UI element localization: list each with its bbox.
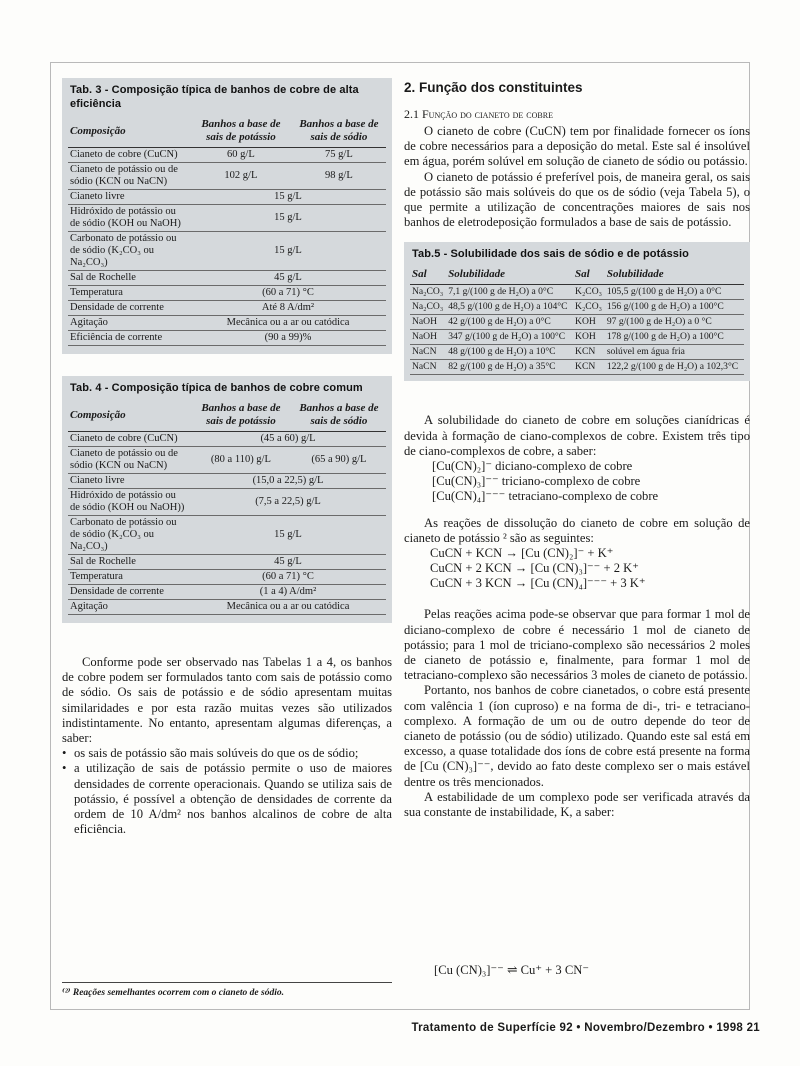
table-cell: K₂CO₃ — [573, 300, 605, 315]
paragraph: O cianeto de potássio é preferível pois, de maneira geral, os sais de potássio são mais solúveis do que os de sódio (veja Tabela 5), o que permite a utilização de concentrações maiores de sais nos banhos de eletrodeposição formulados a base de sais de potássio. — [404, 169, 750, 230]
table-cell: KCN — [573, 345, 605, 360]
table-header: Solubilidade — [446, 267, 573, 285]
table-cell: Mecânica ou a ar ou catódica — [190, 316, 386, 331]
table-cell: KCN — [573, 360, 605, 375]
table-cell: (45 a 60) g/L — [190, 432, 386, 447]
table-cell: Cianeto de potássio ou de sódio (KCN ou NaCN) — [68, 163, 190, 190]
table-cell: (7,5 a 22,5) g/L — [190, 489, 386, 516]
table-cell: 82 g/(100 g de H₂O) a 35°C — [446, 360, 573, 375]
page-footer: Tratamento de Superfície 92 • Novembro/Dezembro • 1998 21 — [411, 1022, 760, 1034]
table-cell: 178 g/(100 g de H₂O) a 100°C — [605, 330, 744, 345]
table-header: Composição — [68, 401, 190, 432]
table-4-grid — [68, 401, 386, 615]
reaction-equation: CuCN + 3 KCN → [Cu (CN)₄]⁻⁻⁻ + 3 K⁺ — [430, 576, 646, 591]
paragraph: A solubilidade do cianeto de cobre em soluções cianídricas é devida à formação de ciano-complexos de cobre. Existem três tipo de ciano-complexos de cobre, a saber: — [404, 413, 750, 458]
table-cell: 156 g/(100 g de H₂O) a 100°C — [605, 300, 744, 315]
table-4-title: Tab. 4 - Composição típica de banhos de cobre comum — [70, 382, 363, 394]
table-cell: 347 g/(100 g de H₂O) a 100°C — [446, 330, 573, 345]
table-cell: 98 g/L — [292, 163, 386, 190]
table-header: Banhos a base de sais de potássio — [190, 401, 292, 432]
paragraph: Portanto, nos banhos de cobre cianetados, o cobre está presente com valência 1 (íon cuproso) e na forma de di-, tri- e tetraciano-complexo. A formação de um ou de outro depende do teor de cianeto de potássio (ou de sódio) utilizado. Quando este sal está em excesso, a quase totalidade dos íons de cobre está presente na forma de [Cu (CN)₃]⁻⁻, devido ao fato deste complexo ser o mais estável dentre os três mencionados. — [404, 683, 750, 789]
table-cell: 48,5 g/(100 g de H₂O) a 104°C — [446, 300, 573, 315]
table-cell: 48 g/(100 g de H₂O) a 10°C — [446, 345, 573, 360]
paragraph: O cianeto de cobre (CuCN) tem por finalidade fornecer os íons de cobre necessários para a deposição do metal. Este sal é insolúvel em água, porém solúvel em solução de cianeto de sódio ou potássio. — [404, 124, 750, 169]
right-body-text — [404, 413, 750, 820]
table-cell: Agitação — [68, 600, 190, 615]
table-cell: Agitação — [68, 316, 190, 331]
table-cell: 122,2 g/(100 g de H₂O) a 102,3°C — [605, 360, 744, 375]
table-cell: Cianeto de cobre (CuCN) — [68, 148, 190, 163]
subsection-title: 2.1 Função do cianeto de cobre — [404, 107, 553, 121]
table-cell: (60 a 71) °C — [190, 286, 386, 301]
table-cell: KOH — [573, 330, 605, 345]
table-cell: Hidróxido de potássio ou de sódio (KOH ou NaOH) — [68, 205, 190, 232]
complex-formula: [Cu(CN)₂]⁻ diciano-complexo de cobre — [432, 459, 633, 474]
table-cell: NaOH — [410, 315, 446, 330]
table-cell: KOH — [573, 315, 605, 330]
table-cell: solúvel em água fria — [605, 345, 744, 360]
table-cell: Sal de Rochelle — [68, 555, 190, 570]
table-cell: Na₂CO₃ — [410, 285, 446, 300]
paragraph: As reações de dissolução do cianeto de cobre em solução de cianeto de potássio ² são as seguintes: — [404, 516, 750, 546]
instability-equation: [Cu (CN)₃]⁻⁻ ⇌ Cu⁺ + 3 CN⁻ — [434, 963, 589, 977]
bullet-list — [62, 746, 392, 837]
table-5-grid — [410, 267, 744, 375]
table-cell: Carbonato de potássio ou de sódio (K₂CO₃ ou Na₂CO₃) — [68, 232, 190, 271]
table-cell: Cianeto livre — [68, 190, 190, 205]
table-cell: Temperatura — [68, 286, 190, 301]
list-item: • a utilização de sais de potássio permite o uso de maiores densidades de corrente operacionais. Quando se utiliza sais de potássio, é possível a obtenção de densidades de corrente da ordem de 10 A/dm² nos banhos alcalinos de cobre de alta eficiência. — [62, 761, 392, 837]
table-header: Composição — [68, 117, 190, 148]
table-cell: Densidade de corrente — [68, 585, 190, 600]
section-title: 2. Função dos constituintes — [404, 80, 583, 95]
table-header: Banhos a base de sais de sódio — [292, 401, 386, 432]
table-cell: (60 a 71) °C — [190, 570, 386, 585]
table-cell: (65 a 90) g/L — [292, 447, 386, 474]
table-cell: NaOH — [410, 330, 446, 345]
table-3-grid — [68, 117, 386, 346]
table-cell: Cianeto de cobre (CuCN) — [68, 432, 190, 447]
table-cell: NaCN — [410, 345, 446, 360]
table-cell: Mecânica ou a ar ou catódica — [190, 600, 386, 615]
table-cell: (1 a 4) A/dm² — [190, 585, 386, 600]
table-cell: (15,0 a 22,5) g/L — [190, 474, 386, 489]
table-cell: (80 a 110) g/L — [190, 447, 292, 474]
list-item: • os sais de potássio são mais solúveis do que os de sódio; — [62, 746, 392, 761]
table-3-title: Tab. 3 - Composição típica de banhos de cobre de alta eficiência — [70, 84, 359, 110]
complex-formula: [Cu(CN)₄]⁻⁻⁻ tetraciano-complexo de cobre — [432, 489, 659, 504]
table-cell: Até 8 A/dm² — [190, 301, 386, 316]
left-column — [62, 78, 392, 837]
table-cell: 45 g/L — [190, 555, 386, 570]
table-cell: 60 g/L — [190, 148, 292, 163]
table-cell: NaCN — [410, 360, 446, 375]
table-cell: 75 g/L — [292, 148, 386, 163]
table-cell: 42 g/(100 g de H₂O) a 0°C — [446, 315, 573, 330]
right-column — [404, 78, 750, 820]
reaction-equation: CuCN + KCN → [Cu (CN)₂]⁻ + K⁺ — [430, 546, 614, 561]
paragraph: Pelas reações acima pode-se observar que para formar 1 mol de diciano-complexo de cobre é necessário 1 mol de cianeto de potássio; para 1 mol de triciano-complexo são necessários 2 moles de cianeto de potássio e, finalmente, para formar 1 mol de tetraciano-complexo são necessários 3 moles de cianeto de potássio. — [404, 607, 750, 683]
table-cell: 7,1 g/(100 g de H₂O) a 0°C — [446, 285, 573, 300]
table-cell: Eficiência de corrente — [68, 331, 190, 346]
table-cell: 45 g/L — [190, 271, 386, 286]
table-header: Banhos a base de sais de sódio — [292, 117, 386, 148]
table-cell: 15 g/L — [190, 516, 386, 555]
table-header: Sal — [410, 267, 446, 285]
table-cell: 97 g/(100 g de H₂O) a 0 °C — [605, 315, 744, 330]
table-cell: (90 a 99)% — [190, 331, 386, 346]
table-cell: K₂CO₃ — [573, 285, 605, 300]
reaction-equation: CuCN + 2 KCN → [Cu (CN)₃]⁻⁻ + 2 K⁺ — [430, 561, 639, 576]
left-body-text — [62, 655, 392, 837]
paragraph: A estabilidade de um complexo pode ser verificada através da sua constante de instabilidade, K, a saber: — [404, 789, 750, 820]
table-header: Banhos a base de sais de potássio — [190, 117, 292, 148]
table-cell: 15 g/L — [190, 232, 386, 271]
complex-formula: [Cu(CN)₃]⁻⁻ triciano-complexo de cobre — [432, 474, 641, 489]
table-cell: 105,5 g/(100 g de H₂O) a 0°C — [605, 285, 744, 300]
table-3 — [62, 78, 392, 354]
table-cell: Temperatura — [68, 570, 190, 585]
table-4 — [62, 376, 392, 623]
table-cell: Sal de Rochelle — [68, 271, 190, 286]
table-cell: Cianeto livre — [68, 474, 190, 489]
table-cell: Cianeto de potássio ou de sódio (KCN ou NaCN) — [68, 447, 190, 474]
table-5 — [404, 242, 750, 381]
table-cell: Carbonato de potássio ou de sódio (K₂CO₃ ou Na₂CO₃) — [68, 516, 190, 555]
paragraph: Conforme pode ser observado nas Tabelas 1 a 4, os banhos de cobre podem ser formulados tanto com sais de potássio como de sódio. Os sais de potássio e de sódio apresentam muitas similaridades e por esta razão muitas vezes são utilizados indistintamente. No entanto, apresentam algumas diferenças, a saber: — [62, 655, 392, 746]
table-header: Sal — [573, 267, 605, 285]
table-cell: 15 g/L — [190, 190, 386, 205]
table-cell: 102 g/L — [190, 163, 292, 190]
table-5-title: Tab.5 - Solubilidade dos sais de sódio e de potássio — [412, 248, 689, 261]
table-header: Solubilidade — [605, 267, 744, 285]
table-cell: 15 g/L — [190, 205, 386, 232]
table-cell: Densidade de corrente — [68, 301, 190, 316]
table-cell: Hidróxido de potássio ou de sódio (KOH ou NaOH)) — [68, 489, 190, 516]
footnote: ⁽²⁾ Reações semelhantes ocorrem com o cianeto de sódio. — [62, 982, 392, 998]
table-cell: Na₂CO₃ — [410, 300, 446, 315]
